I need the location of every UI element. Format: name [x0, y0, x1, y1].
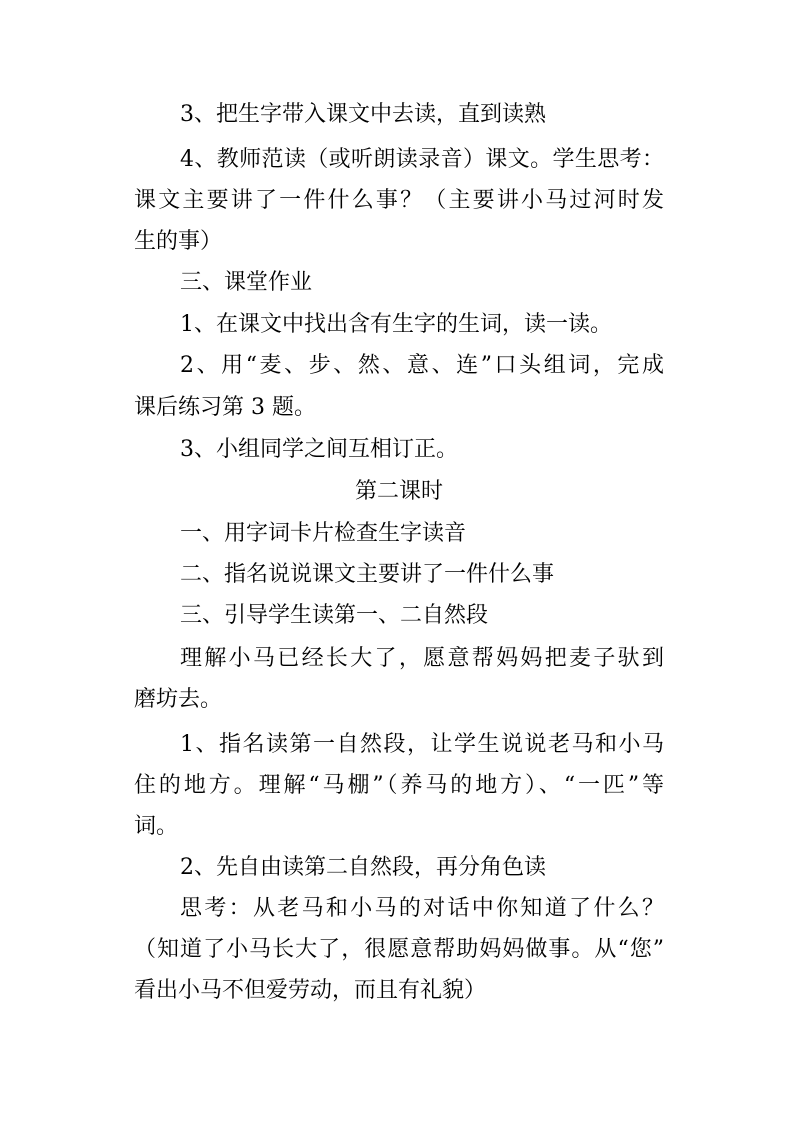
body-line: 理解小马已经长大了，愿意帮妈妈把麦子驮到: [180, 646, 664, 671]
body-line: 磨坊去。: [134, 687, 223, 712]
body-line: 思考：从老马和小马的对话中你知道了什么？: [180, 896, 664, 921]
section-heading: 一、用字词卡片检查生字读音: [180, 521, 467, 546]
body-line: 4、教师范读（或听朗读录音）课文。学生思考：: [180, 147, 664, 172]
body-line: 1、指名读第一自然段，让学生说说老马和小马: [180, 732, 664, 757]
section-heading: 三、引导学生读第一、二自然段: [180, 603, 489, 628]
body-line: 3、把生字带入课文中去读，直到读熟: [180, 102, 546, 127]
section-heading: 二、指名说说课文主要讲了一件什么事: [180, 562, 555, 587]
body-line: 住的地方。理解“马棚”（养马的地方）、“一匹”等: [134, 773, 664, 798]
body-line: 1、在课文中找出含有生字的生词，读一读。: [180, 312, 612, 337]
body-line: 课文主要讲了一件什么事？（主要讲小马过河时发: [134, 188, 664, 213]
body-line: （知道了小马长大了，很愿意帮助妈妈做事。从“您”: [134, 937, 664, 962]
body-line: 2、先自由读第二自然段，再分角色读: [180, 855, 546, 880]
body-line: 3、小组同学之间互相订正。: [180, 437, 458, 462]
body-line: 2、用“麦、步、然、意、连”口头组词，完成: [180, 353, 664, 378]
body-line: 词。: [134, 814, 179, 839]
lesson-title: 第二课时: [354, 479, 443, 504]
body-line: 生的事）: [134, 229, 223, 254]
section-heading: 三、课堂作业: [180, 270, 313, 295]
body-line: 看出小马不但爱劳动，而且有礼貌）: [134, 978, 487, 1003]
body-line: 课后练习第 3 题。: [134, 395, 316, 420]
